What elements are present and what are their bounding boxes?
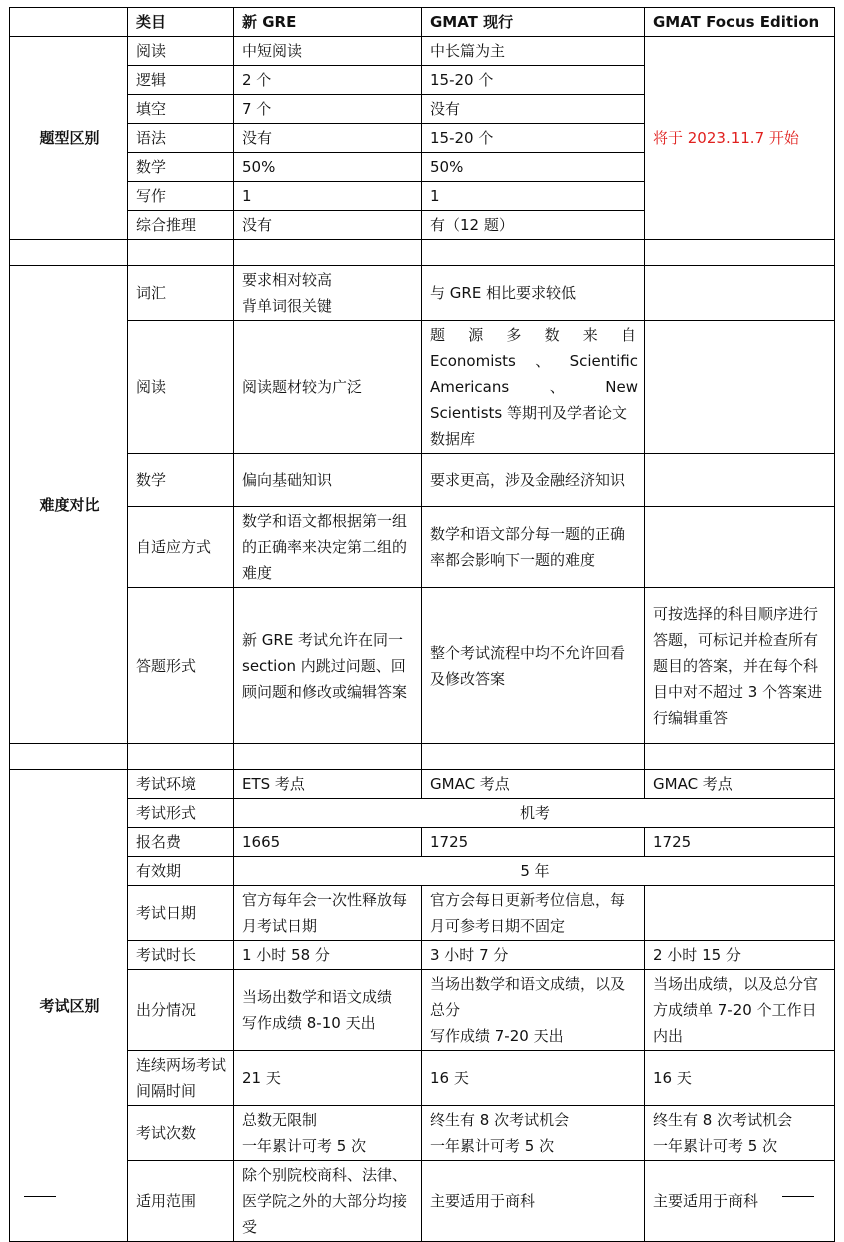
gmat-cell: 没有	[422, 95, 645, 124]
gre-line: 要求相对较高	[242, 271, 333, 289]
gmat-line: 写作成绩 7-20 天出	[430, 1027, 564, 1045]
gmat-cell: GMAC 考点	[422, 770, 645, 799]
focus-cell: 16 天	[645, 1051, 835, 1106]
item-cell: 自适应方式	[128, 507, 234, 588]
header-category: 类目	[128, 8, 234, 37]
gre-cell: 新 GRE 考试允许在同一 section 内跳过问题、回顾问题和修改或编辑答案	[234, 588, 422, 744]
gre-cell: 2 个	[234, 66, 422, 95]
table-row	[10, 266, 835, 321]
item-cell: 阅读	[128, 321, 234, 454]
gmat-line: 一年累计可考 5 次	[430, 1137, 555, 1155]
gre-cell: 50%	[234, 153, 422, 182]
gre-line: 背单词很关键	[242, 297, 333, 315]
gmat-cell: 有（12 题）	[422, 211, 645, 240]
spacer-row	[10, 744, 835, 770]
item-cell: 考试环境	[128, 770, 234, 799]
focus-cell: 可按选择的科目顺序进行答题，可标记并检查所有题目的答案，并在每个科目中对不超过 3 个答案进行编辑重答	[645, 588, 835, 744]
focus-line: 一年累计可考 5 次	[653, 1137, 778, 1155]
item-cell: 答题形式	[128, 588, 234, 744]
item-cell: 考试次数	[128, 1106, 234, 1161]
gmat-cell: 整个考试流程中均不允许回看及修改答案	[422, 588, 645, 744]
merged-value-cell: 5 年	[234, 857, 835, 886]
gre-cell: 没有	[234, 124, 422, 153]
gmat-line: Americans、New	[430, 378, 638, 396]
item-cell: 数学	[128, 153, 234, 182]
table-row	[10, 507, 835, 588]
gre-cell: 1 小时 58 分	[234, 941, 422, 970]
focus-cell	[645, 1106, 835, 1161]
item-cell: 数学	[128, 454, 234, 507]
table-row	[10, 37, 835, 66]
item-cell: 填空	[128, 95, 234, 124]
gre-line: 当场出数学和语文成绩	[242, 988, 393, 1006]
gre-cell: 官方每年会一次性释放每月考试日期	[234, 886, 422, 941]
header-new-gre: 新 GRE	[234, 8, 422, 37]
gmat-line: Economists、Scientific	[430, 352, 638, 370]
gmat-line: Scientists 等期刊及学者论文数据库	[430, 404, 628, 448]
item-cell: 写作	[128, 182, 234, 211]
focus-cell: 2 小时 15 分	[645, 941, 835, 970]
item-cell: 语法	[128, 124, 234, 153]
header-gmat-focus: GMAT Focus Edition	[645, 8, 835, 37]
section-title-exam-differences: 考试区别	[10, 770, 128, 1242]
gmat-line: 题源多数来自	[430, 326, 638, 344]
gre-line: 一年累计可考 5 次	[242, 1137, 367, 1155]
gre-cell: 7 个	[234, 95, 422, 124]
table-row	[10, 941, 835, 970]
header-empty	[10, 8, 128, 37]
gre-cell: 21 天	[234, 1051, 422, 1106]
gmat-cell	[422, 1106, 645, 1161]
table-row	[10, 321, 835, 454]
gre-cell: ETS 考点	[234, 770, 422, 799]
gmat-line: 当场出数学和语文成绩，以及总分	[430, 975, 626, 1019]
item-cell: 阅读	[128, 37, 234, 66]
gmat-cell: 15-20 个	[422, 66, 645, 95]
gre-cell: 没有	[234, 211, 422, 240]
item-cell: 有效期	[128, 857, 234, 886]
item-cell: 连续两场考试间隔时间	[128, 1051, 234, 1106]
focus-line: 终生有 8 次考试机会	[653, 1111, 793, 1129]
item-cell: 逻辑	[128, 66, 234, 95]
item-cell: 适用范围	[128, 1161, 234, 1242]
focus-cell: 主要适用于商科	[645, 1161, 835, 1242]
focus-cell: 当场出成绩，以及总分官方成绩单 7-20 个工作日内出	[645, 970, 835, 1051]
focus-cell: GMAC 考点	[645, 770, 835, 799]
focus-cell	[645, 321, 835, 454]
gmat-line: 终生有 8 次考试机会	[430, 1111, 570, 1129]
spacer-row	[10, 240, 835, 266]
gmat-cell: 1	[422, 182, 645, 211]
gmat-cell	[422, 970, 645, 1051]
table-row	[10, 454, 835, 507]
gre-cell	[234, 970, 422, 1051]
gmat-cell: 中长篇为主	[422, 37, 645, 66]
focus-cell	[645, 886, 835, 941]
item-cell: 综合推理	[128, 211, 234, 240]
gre-cell	[234, 266, 422, 321]
merged-value-cell: 机考	[234, 799, 835, 828]
table-row	[10, 886, 835, 941]
gre-cell: 偏向基础知识	[234, 454, 422, 507]
item-cell: 考试时长	[128, 941, 234, 970]
gmat-cell: 15-20 个	[422, 124, 645, 153]
gmat-cell: 3 小时 7 分	[422, 941, 645, 970]
gmat-cell: 要求更高，涉及金融经济知识	[422, 454, 645, 507]
item-cell: 考试日期	[128, 886, 234, 941]
gmat-cell	[422, 321, 645, 454]
table-row	[10, 1051, 835, 1106]
header-row	[10, 8, 835, 37]
gmat-cell: 1725	[422, 828, 645, 857]
table-row	[10, 588, 835, 744]
table-row	[10, 970, 835, 1051]
focus-cell	[645, 454, 835, 507]
gmat-cell: 官方会每日更新考位信息，每月可参考日期不固定	[422, 886, 645, 941]
gre-line: 总数无限制	[242, 1111, 318, 1129]
gre-cell: 中短阅读	[234, 37, 422, 66]
table-row	[10, 770, 835, 799]
focus-cell	[645, 266, 835, 321]
item-cell: 考试形式	[128, 799, 234, 828]
gre-cell: 除个别院校商科、法律、医学院之外的大部分均接受	[234, 1161, 422, 1242]
table-row	[10, 1161, 835, 1242]
gre-cell: 1	[234, 182, 422, 211]
gmat-cell: 数学和语文部分每一题的正确率都会影响下一题的难度	[422, 507, 645, 588]
gre-cell	[234, 1106, 422, 1161]
gre-cell: 阅读题材较为广泛	[234, 321, 422, 454]
gre-cell: 1665	[234, 828, 422, 857]
table-row	[10, 828, 835, 857]
focus-start-note: 将于 2023.11.7 开始	[645, 37, 835, 240]
focus-cell: 1725	[645, 828, 835, 857]
table-row	[10, 857, 835, 886]
gmat-cell: 50%	[422, 153, 645, 182]
gmat-cell: 主要适用于商科	[422, 1161, 645, 1242]
item-cell: 出分情况	[128, 970, 234, 1051]
table-row	[10, 799, 835, 828]
header-gmat-current: GMAT 现行	[422, 8, 645, 37]
focus-cell	[645, 507, 835, 588]
item-cell: 报名费	[128, 828, 234, 857]
table-row	[10, 1106, 835, 1161]
gre-cell: 数学和语文都根据第一组的正确率来决定第二组的难度	[234, 507, 422, 588]
item-cell: 词汇	[128, 266, 234, 321]
section-title-difficulty: 难度对比	[10, 266, 128, 744]
comparison-table	[9, 7, 835, 1242]
gre-line: 写作成绩 8-10 天出	[242, 1014, 376, 1032]
gmat-cell: 与 GRE 相比要求较低	[422, 266, 645, 321]
section-title-question-types: 题型区别	[10, 37, 128, 240]
gmat-cell: 16 天	[422, 1051, 645, 1106]
